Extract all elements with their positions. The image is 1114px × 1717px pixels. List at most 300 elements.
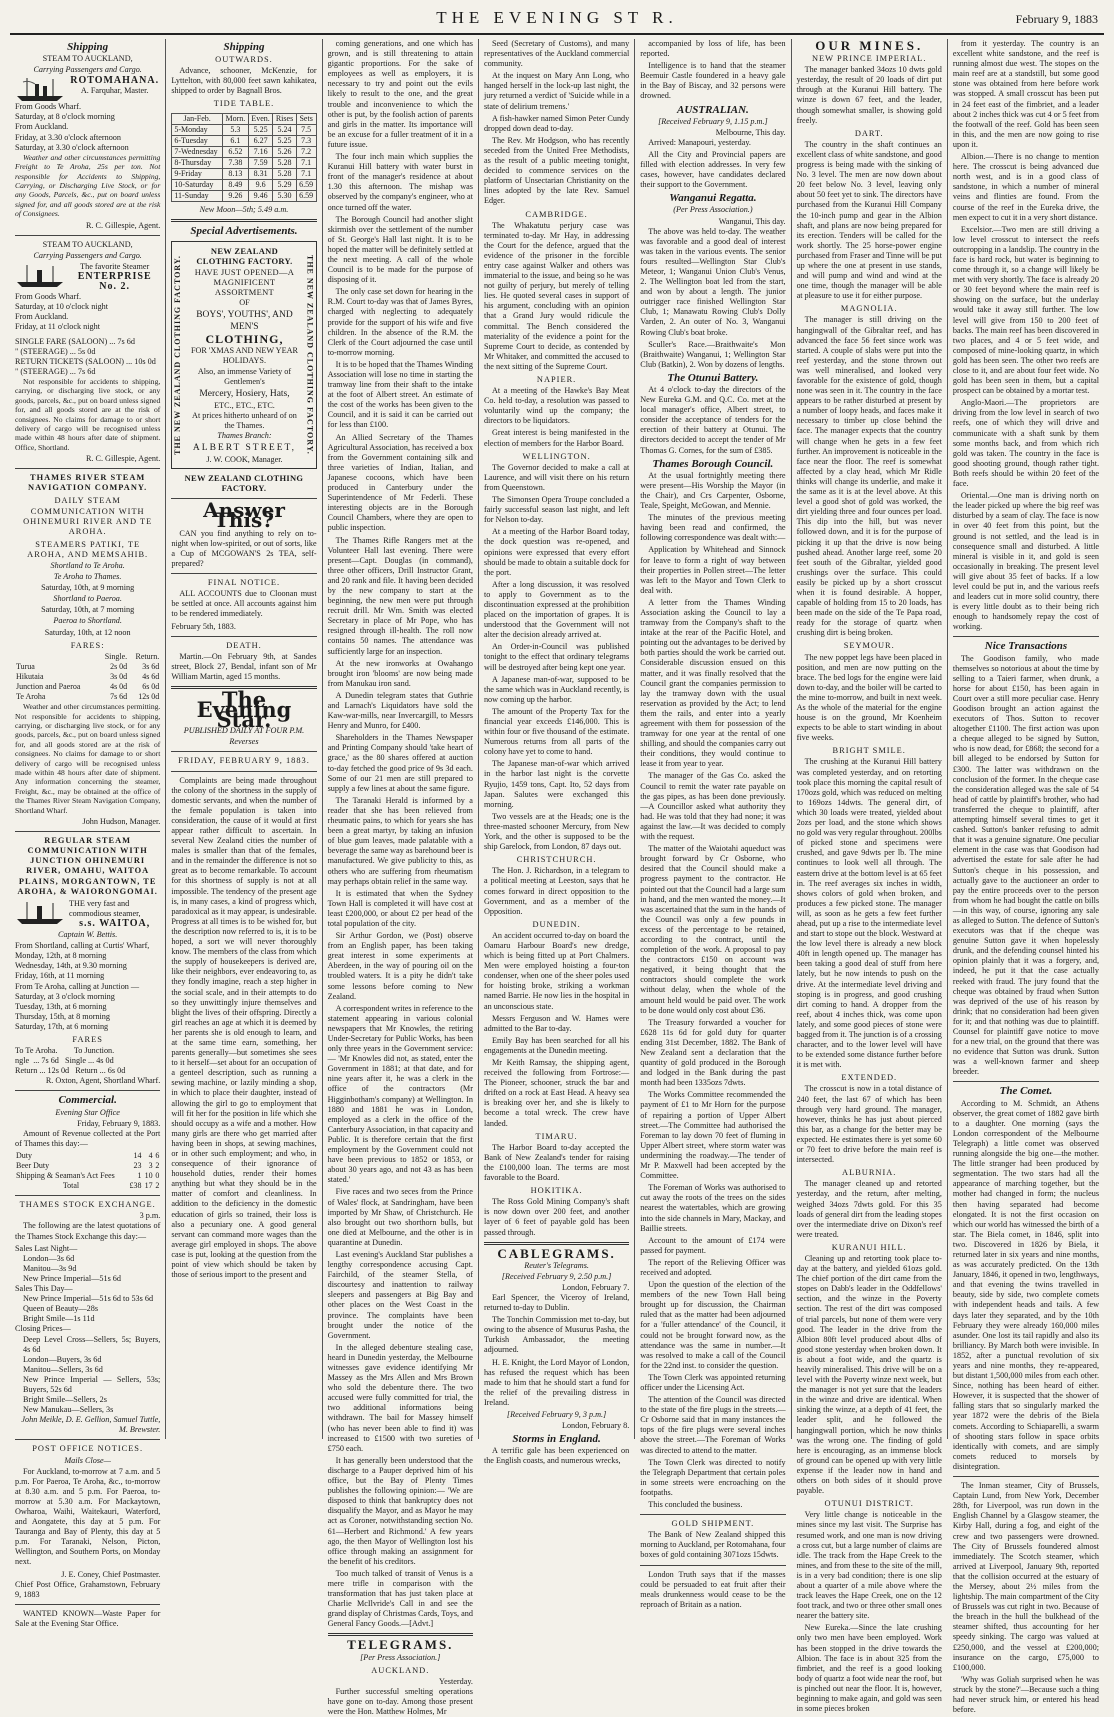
ad-line: Saturday, at 8 o'clock morning bbox=[15, 112, 115, 122]
ship-name: s.s. WAITOA, bbox=[79, 917, 151, 929]
article-paragraph: Too much talked of transit of Venus is a mere trifle in comparison with the transformation that has just taken place at Charlie McIlvride's Call in and see the grand display of Christmas Cards, Toys, and General Fancy Goods.—[Advt.] bbox=[327, 1568, 473, 1629]
schedule-line: Shortland to Paeroa. bbox=[53, 594, 122, 604]
ad-line: Saturday, at 3.30 o'clock afternoon bbox=[15, 142, 129, 152]
final-notice-text: ALL ACCOUNTS due to Cloonan must be settled at once. All accounts against him to be rendered immediately. bbox=[171, 589, 317, 619]
ad-line: From Auckland. bbox=[15, 122, 69, 132]
ad-note: Weather and other circumstances permitting Freight to Te Aroha, 25s per ton. Not responsible for Accidents to Shipping, Carrying, or Discharging Live Stock, or for any Goods, Parcels, &c., put on board unless signed for, and all goods stored are at the risk of Consignees. bbox=[15, 152, 161, 219]
editorial-text: Complaints are being made throughout the colony of the shortness in the supply of domestic servants, and when the number of the female population is taken into consideration, the cause of it would at first appear rather difficult to ascertain. In several New Zealand cities the number of males is smaller than that of the females, and in the remainder the difference is not so great as to become remarkable. To account for this shortness of supply is not at all impossible. The tendency of the present age is, in many cases, a kind of progress which, paradoxical as it may appear, is undesirable. Progress at all times is to be wished for, but the description now referred to is, it is to be hoped, a sort we will never thoroughly know. The members of the class from which the supply of housekeepers is derived are, like their neighbors, ever endeavoring to, as they fondly imagine, reach a step higher in the social scale, and in their attempts to do so they unwittingly injure themselves and blight the lives of their offspring. Directly a girl reaches an age at which it is deemed by her parents she is old enough to learn, and at the same time earn, something, her parents generally—but sometimes she sees to it herself—set about for an occupation of a genteel description, such as running a sewing machine, or lazily minding a shop, in which to place their daughter, instead of allowing the girl to go to employment that will fit her for the position in life which she should occupy as a wife and a mother. How many girls are there who get married after having been in shops, at sewing machines, or in other such employment; and who, in consequence of their ignorance of household duties, render their homes anything but what they should be in the matter of comfort and cleanliness. In addition to the deficiency in the domestic education of girls so trained, their loss is also a pecuniary one. A good general servant can command more wages than the average girl employed in shops. The above case is put, looking at the question from the point of view which should be taken by those of serious import to the present and bbox=[171, 775, 317, 1280]
tide-table bbox=[171, 113, 316, 203]
table-row: Junction and Paeroa 4s 0d 6s 0d bbox=[16, 682, 160, 692]
masthead bbox=[10, 6, 1104, 35]
published-line: PUBLISHED DAILY AT FOUR P.M. bbox=[183, 726, 305, 736]
ad-border-text: THE NEW ZEALAND CLOTHING FACTORY. bbox=[173, 255, 183, 455]
article-paragraph: The above was held to-day. The weather was favorable and a good deal of interest was taken in the various events. The senior fours resulted—Wellington Star Club's Meteor, 1; Wanganui Union Club's Venus, 2. The Wellington boat led from the start, and won by about a length. The junior outrigger race finished Wellington Star Club, 1; Manawatu Rowing Club's Dolly Varden, 2. An outer of No. 3, Wanganui Rowing Club's boat broke. bbox=[640, 226, 786, 337]
article-paragraph: At the inquest on Mary Ann Long, who hanged herself in the lock-up last night, the jury returned a verdict of 'Suicide while in a state of delirium tremens.' bbox=[483, 71, 630, 111]
steamship-icon bbox=[15, 899, 65, 925]
mine-heading: KURANUI HILL. bbox=[831, 1242, 907, 1252]
article-paragraph: Mr Keith Ramsay, the shipping agent, received the following from Fortrose:— The Pioneer, schooner, struck the bar and drifted on a rock at East Head. A heavy sea is breaking over her, and she is likely to become a total wreck. The crew have landed. bbox=[483, 1058, 630, 1128]
article-paragraph: The Goodison family, who made themselves so notorious at about the time by selling to a Taieri farmer, when drunk, a horse for about £150, has been again in Court over a still more peculiar case. Henry Goodison brought an action against the executors of Thos. Sutton to recover altogether £1100. The first action was upon a cheque alleged to be signed by Sutton, who is now dead, for £868; the second for a bill alleged to be endorsed by Sutton for £300. The latter was withdrawn on the conclusion of the former. In the cheque case the consideration alleged was the sale of 54 head of cattle by plaintiff's brother, who had transferred the cheque to plaintiff, after attempting himself several times to get it cashed. Sutton's banker refusing to admit that it was a genuine signature. One peculiar element in the case was that Goodison had advertised the estate for sale after he had Sutton's cheque in his possession, and actually gave to the auctioneer an order to pay the entire proceeds over to the person from whom he had bought the cattle on bills—in this way, of course, ignoring any sale as alleged to Sutton. The defence of Sutton's executors was that if the cheque was genuine Sutton gave it when hopelessly drunk, and the defending counsel hinted his opinion plainly that it was a forgery, and, indeed, he put it that the case actually reeked with fraud. The jury found that the cheque was obtained by fraud when Sutton was deprived of the use of his reason by drink; that no consideration had been given for it; and that nothing was due to plaintiff. Counsel for plaintiff gave notice to move for a new trial, on the ground that there was no evidence that Sutton was drunk. Sutton was a well-known farmer and sheep breeder. bbox=[952, 653, 1100, 1077]
final-notice-date: February 5th, 1883. bbox=[171, 621, 236, 631]
fares-heading: FARES bbox=[72, 1034, 103, 1044]
schedule-line: Saturday, 10th, at 9 morning bbox=[41, 583, 135, 593]
ad-line: Also, an immense Variety of Gentlemen's bbox=[197, 366, 292, 386]
article-paragraph: Anglo-Maori.—The proprietors are driving from the low level in search of two reefs, one of which they will drive and communicate with a shaft sunk by them some months back, and from which rich gold was taken. The country in the face is good shooting ground, though rather tight. Both reefs should be within 20 feet of the face. bbox=[952, 398, 1100, 489]
article-paragraph: It has generally been understood that the discharge to a Pauper deprived him of his office, but the Bay of Plenty Times publishes the following opinion:— 'We are disposed to think that bankruptcy does not disqualify the Mayor, and as Mayor he may act as Coroner, notwithstanding section No. 61—Herbert and Richmond.' A few years ago, the then Mayor of Wellington lost his office through making an assignment for the benefit of his creditors. bbox=[327, 1455, 473, 1566]
shipping-ad-rotomahana bbox=[15, 54, 160, 231]
shipping-ad-enterprise bbox=[15, 240, 160, 333]
article-paragraph: An Allied Secretary of the Thames Agricultural Association, has received a box from the Government containing silk and three varieties of Indian, Italian, and Japanese cocoons, which have been produced in Canterbury under the Superintendence of Mr Federli. These interesting objects are in the Borough Council Chambers, where they are open to public inspection. bbox=[327, 432, 473, 533]
ad-line: ALBERT STREET, bbox=[192, 443, 296, 454]
article-paragraph: Oriental.—One man is driving north on the leader picked up where the big reef was disturbed by a seam of clay. The face is now in over 40 feet from this point, but the ground is not settled, and the lead is in consequence small and disturbed. A little mineral is visible in it, and gold is seen occasionally in breaking. The present level will give about 35 feet of backs. If a low level could be put in, and the various reefs and leaders cut in more solid country, there is every little doubt as to their being rich enough to handsomely repay the cost of working. bbox=[952, 491, 1100, 632]
nice-transactions-heading: Nice Transactions bbox=[984, 640, 1068, 653]
article-paragraph: H. E. Knight, the Lord Mayor of London, has refused the request which has been made to him that he should start a fund for the relief of the prevailing distress in Ireland. bbox=[483, 1357, 630, 1407]
schedule-line: Shortland to Te Aroha. bbox=[50, 561, 125, 570]
schedule-line: Paeroa to Shortland. bbox=[53, 616, 122, 626]
ship-master: A. Farquhar, Master. bbox=[80, 86, 149, 96]
divider bbox=[15, 1439, 160, 1440]
article-paragraph: The country in the shaft continues an excellent class of white sandstone, and good progress is being made with the sinking of No. 3 level. The men are now down about 20 feet below No. 3 level, leaving only about 50 feet yet to sink. The directors have purchased from the Kuranui Hill Company the 10-inch pump and gear in the Albion shaft, and plans are now being prepared for its erection. Tenders will be called for the work shortly. The 25 horse-power engine purchased from Fraser and Tinne will be put up where the one at present in use stands, and will pump and wind and wind at the one time, though the manager will be able at pleasure to use it for either purpose. bbox=[796, 139, 942, 301]
steamship-icon bbox=[15, 76, 65, 102]
article-paragraph: An Order-in-Council was published tonight to the effect that ordinary telegrams will be destroyed after being kept one year. bbox=[483, 642, 630, 672]
divider bbox=[171, 573, 316, 574]
mine-heading: SEYMOUR. bbox=[843, 641, 895, 651]
article-paragraph: Application by Whitehead and Sinnock for leave to form a right of way between their properties in Pollen street—The letter was left to the Mayor and Town Clerk to deal with. bbox=[640, 545, 786, 595]
article-paragraph: The crosscut is now in a total distance of 240 feet, the last 67 of which has been through very hard ground. The manager, however, thinks he has just about pierced this bar, as a change for the better may be expected. He estimates there is yet some 60 or 70 feet to drive before the main reef is intersected. bbox=[796, 1084, 942, 1165]
date-line: Friday, February 9, 1883. bbox=[77, 1118, 161, 1128]
stock-line: Bright Smile—Sellers, 2s bbox=[23, 1395, 107, 1405]
motto-line: Reverses bbox=[229, 737, 259, 747]
final-notice-heading: FINAL NOTICE. bbox=[207, 578, 281, 588]
article-paragraph: The report of the Relieving Officer was received and adopted. bbox=[640, 1257, 786, 1277]
ad-head: STEAM TO AUCKLAND, bbox=[42, 239, 133, 249]
article-paragraph: London Truth says that if the masses could be persuaded to eat fruit after their meals drunkenness would cease to be the reproach of Britain as a nation. bbox=[640, 1569, 786, 1609]
dateline-dunedin: DUNEDIN. bbox=[532, 919, 581, 929]
article-paragraph: The crushing at the Kuranui Hill battery was completed yesterday, and on retorting took place this morning the capital result of 170ozs gold, which was reduced on melting to 169ozs 14dwts. The general dirt, of which 30 loads were treated, yielded about 2ozs per load, and the stone which shows no gold was very regular throughout. 200lbs of picked stone and specimens were crushed, and gave 9dwts per lb. The mine continues to look well all through. The eastern drive at the bottom level is at 65 feet in. The reef averages six inches in width, shows colors of gold when broken, and produces a few picked stone. The manager will, as soon as he gets a few feet further ahead, put up a rise to the intermediate level and start to stope out the block. Westward at the low level there is already a new block 40ft in length opened up. The manager has been taking a good deal of stuff from here lately, but he now intends to push on the drive. At the intermediate level driving and stoping is in progress, and good crushing dirt coming to hand. A dropper from the reef, about 4 inches thick, was come upon lately, and some good pieces of stone were bagged from it. The junction is of a crossing character, and to the lower level will have to be extended some distance further before it is met with. bbox=[796, 757, 942, 1070]
divider bbox=[15, 235, 160, 236]
fare-line: ngle ... 7s 6d Single ... 4s 0d bbox=[15, 1056, 114, 1066]
death-heading: DEATH. bbox=[226, 640, 262, 650]
mine-heading: EXTENDED. bbox=[841, 1073, 898, 1083]
ship-master: The favorite Steamer bbox=[80, 261, 150, 271]
received-line: [Received February 9, 3 p.m.] bbox=[506, 1410, 607, 1419]
article-paragraph: At a meeting of the Harbor Board today, the dock question was re-opened, and opinions were expressed that every effort should be made to obtain a suitable dock for the port. bbox=[483, 527, 630, 577]
article-paragraph: Excelsior.—Two men are still driving a low level crosscut to intersect the reefs outcropping in a landslip. The country in the face is hard rock, but water is beginning to come through it, so a change will likely be met with very shortly. The face is already 20 or 30 feet beyond where the main reef is showing on the surface, but the underlay would take it away still further. The low level will give from 150 to 200 feet of backs. The main reef has been discovered in two places, and 4 or 5 feet wide, and composed of mine-looking quartz, in which gold has been seen. The other two reefs are close to it, and are about four feet wide. No gold has been seen in them, but a capital prospect can be obtained by a mortar test. bbox=[952, 224, 1100, 396]
otunui-battery-heading: The Otunui Battery. bbox=[667, 371, 759, 384]
daily-steam-heading: DAILY STEAM COMMUNICATION WITH OHINEMURI RIVER AND TE AROHA. bbox=[23, 496, 153, 536]
article-paragraph: Two vessels are at the Heads; one is the three-masted schooner Mercury, from New York, and the other is supposed to be the ship Garelock, from London, 87 days out. bbox=[483, 811, 630, 852]
ad-body bbox=[188, 246, 300, 466]
table-row: 6-Tuesday 6.1 6.27 5.25 7.3 bbox=[172, 135, 316, 146]
ad-line: At prices hitherto unheard of on the Thames. bbox=[192, 410, 297, 430]
storms-heading: Storms in England. bbox=[512, 1433, 601, 1446]
wanganui-regatta-heading: Wanganui Regatta. bbox=[669, 192, 757, 205]
divider bbox=[953, 636, 1099, 637]
article-paragraph: The manager of the Gas Co. asked the Council to remit the water rate payable on the gas pipes, as has been done previously.—A Councillor asked what authority they had. He was told that they had none; it was against the law.—It was decided to comply with the request. bbox=[640, 771, 786, 842]
dateline-cambridge: CAMBRIDGE. bbox=[525, 209, 588, 219]
shipping-note: Not responsible for accidents to shipping, carrying, or discharging live stock, or any goods, parcels, &c., put on board unless signed for, and all goods stored are at the risk of consignees. No claims for damage to or short delivery of cargo will be recognised unless made within 48 hours after date of shipment. Office, Shortland. bbox=[15, 376, 161, 452]
column-7 bbox=[948, 39, 1104, 1715]
article-paragraph: Messrs Ferguson and W. Hames were admitted to the Bar to-day. bbox=[483, 1013, 630, 1033]
article-paragraph: Sculler's Race.—Braithwaite's Mon (Braithwaite) Wanganui, 1; Wellington Star Club (Batkin), 2. Won by dozens of lengths. bbox=[640, 339, 786, 369]
article-paragraph: It is to be hoped that the Thames Winding Association will lose no time in starting the tramway line from their shaft to the intake at the foot of Albert street. An estimate of the cost of the works has been given to the Council, and it is said it can be carried out for less than £100. bbox=[327, 359, 473, 430]
article-paragraph: The Hon. J. Richardson, in a telegram to a political meeting at Leeston, says that he comes forward in direct opposition to the Government, and as a member of the Opposition. bbox=[483, 866, 630, 916]
article-paragraph: The Governor decided to make a call at Laurence, and will visit there on his return from Queenstown. bbox=[483, 462, 630, 492]
table-row: Jan-Feb. Morn. Even. Rises Sets bbox=[172, 113, 316, 124]
article-paragraph: The Foreman of Works was authorised to cut away the roots of the trees on the sides nearest the watertables, which are growing into the side channels in Mary, Mackay, and Baillie streets. bbox=[640, 1183, 786, 1233]
issue-date: FRIDAY, FEBRUARY 9, 1883. bbox=[178, 756, 310, 766]
article-paragraph: Last evening's Auckland Star publishes a lengthy correspondence accusing Capt. Fairchild, of the steamer Stella, of discourtesy and inattention to railway sleepers and passengers at Big Bay and other places on the West Coast in the province. The complaints have been brought under the notice of the Government. bbox=[327, 1249, 473, 1340]
section-heading-shipping: Shipping bbox=[223, 41, 265, 53]
divider bbox=[640, 1565, 785, 1566]
stock-intro: The following are the latest quotations of the Thames Stock Exchange this day:— bbox=[15, 1221, 161, 1241]
section-heading-special: Special Advertisements. bbox=[190, 225, 298, 238]
article-paragraph: A Dunedin telegram states that Guthrie and Larnach's Liquidators have sold the Kaw-war-mills, near Invercargill, to Messrs Henry and Munro, for £400. bbox=[327, 690, 473, 731]
column-4 bbox=[479, 39, 635, 1466]
received-line: [Received February 9, 1.15 p.m.] bbox=[658, 116, 768, 126]
divider bbox=[15, 1604, 160, 1605]
post-date: Chief Post Office, Grahamstown, February 9, 1883 bbox=[15, 1579, 161, 1599]
mine-heading: OTUNUI DISTRICT. bbox=[824, 1499, 914, 1509]
ad-line: From Goods Wharf. bbox=[15, 292, 82, 302]
dateline-napier: NAPIER. bbox=[536, 375, 577, 384]
cablegrams-heading: CABLEGRAMS. bbox=[497, 1245, 616, 1261]
article-paragraph: Cleaning up and retorting took place to-day at the battery, and yielded 61ozs gold. The chief portion of the dirt came from the stopes on Dabb's leader in the Oddfellows' section, and the winze in the Poverty section. The rest of the dirt was composed of trial parcels, but none of them were very good. The leader in the drive from the Albion 80ft level produced about 4lbs of good stone yesterday when broken down. It is about a foot wide, and the quartz is heavily mineralised. This drive will be on a level with the Poverty winze next week, but the manager is not yet sure that the leaders in the winze and drive are identical. When sinking the winze, at a depth of 41 feet, the leader split, and he followed the hangingwall portion, which he now thinks was the wrong one. The finding of gold here is encouraging, as an immense block of ground can be opened up with very little expense if the leader now in hand and others on both sides of it should prove payable. bbox=[796, 1253, 942, 1496]
ad-line: ETC., ETC., ETC. bbox=[214, 400, 275, 410]
article-paragraph: Further successful smelting operations have gone on to-day. Among those present were the Hon. Matthew Holmes, Mr bbox=[327, 1686, 473, 1716]
office-line: Evening Star Office bbox=[55, 1107, 120, 1117]
table-row: 7-Wednesday 6.52 7.16 5.26 7.2 bbox=[172, 146, 316, 157]
ad-line: MEN'S bbox=[230, 322, 259, 333]
article-paragraph: from it yesterday. The country is an excellent white sandstone, and the reef is running almost due west. The stopes on the main reef are at a standstill, but some good stone was obtained from here before work was stopped. A small crosscut has been put in 24 feet east of the fimbriet, and a leader about 2 inches thick was cut 4 or 5 feet from the footwall of the reef. Gold has been seen in this, and the men are now going to rise upon it. bbox=[952, 39, 1100, 149]
ad-footer: NEW ZEALAND CLOTHING FACTORY. bbox=[184, 473, 304, 494]
shipping-ad-waitoa bbox=[15, 899, 160, 1087]
article-paragraph: Albion.—There is no change to mention here. The crosscut is being advanced due north west, and is in a good class of sandstone, in which a number of mineral veins and flinties are found. From the course of the reef in the Eureka drive, the men expect to cut it in a very short distance. bbox=[952, 152, 1100, 222]
article-paragraph: The new poppet legs have been placed in position, and men are now putting on the brace. The bed logs for the engine were laid down to-day, and the boiler will be carted to the mine to-morrow, and built in next week. As the whole of the material for the engine house is on the ground, Mr Koenheim expects to be able to start winding in about five weeks. bbox=[796, 652, 942, 743]
comet-heading: The Comet. bbox=[999, 1085, 1053, 1098]
table-row: Duty 14 4 6 bbox=[16, 1150, 160, 1160]
article-paragraph: Upon the question of the election of the members of the new Town Hall being brought up for discussion, the Chairman ruled that as the matter had been adjourned for a 'fuller attendance' of the Council, it could not be brought forward now, as the attendance was the same in number.—It was resolved to make a call of the Council for the 22nd inst. to consider the question. bbox=[640, 1280, 786, 1370]
divider bbox=[15, 1090, 160, 1091]
divider bbox=[171, 771, 316, 772]
tide-table-heading: TIDE TABLE. bbox=[213, 99, 275, 109]
article-paragraph: At a meeting of the Hawke's Bay Meat Co. held to-day, a resolution was passed to voluntarily wind up the company; the directors to be liquidators. bbox=[483, 386, 630, 426]
ad-line: Tuesday, 13th, at 6 morning bbox=[15, 1001, 107, 1011]
article-paragraph: The Town Clerk was appointed returning officer under the Licensing Act. bbox=[640, 1372, 786, 1392]
steamship-icon bbox=[15, 262, 65, 288]
revenue-intro: Amount of Revenue collected at the Port of Thames this day:— bbox=[15, 1128, 161, 1148]
table-row: 11-Sunday 9.26 9.46 5.30 6.59 bbox=[172, 191, 316, 202]
article-paragraph: The Japanese man-of-war which arrived in the harbor last night is the corvette Ryujio, 1459 tons, Capt. Ito, 52 days from Japan. Salutes were exchanged this morning. bbox=[483, 759, 630, 809]
stock-heading: THAMES STOCK EXCHANGE. bbox=[19, 1200, 156, 1210]
article-paragraph: The Tonchin Commission met to-day, but owing to the absence of Musurus Pasha, the Turkish Ambassador, the meeting adjourned. bbox=[483, 1315, 630, 1355]
divider bbox=[328, 1633, 473, 1636]
newspaper-title: The Evening Star. bbox=[196, 686, 292, 733]
table-row: Beer Duty 23 3 2 bbox=[16, 1161, 160, 1170]
ad-line: From Auckland. bbox=[15, 312, 69, 322]
article-paragraph: Great interest is being manifested in the election of members for the Harbor Board. bbox=[483, 428, 630, 448]
article-paragraph: The Ross Gold Mining Company's shaft is now down over 200 feet, and another layer of 6 feet of payable gold has been passed through. bbox=[483, 1197, 630, 1237]
ad-line: FOR 'XMAS AND NEW YEAR HOLIDAYS. bbox=[190, 346, 298, 366]
dateline-london: London, February 7. bbox=[561, 1282, 630, 1292]
article-paragraph: In the alleged debenture stealing case, heard in Dunedin yesterday, the Melbourne witnesses gave evidence identifying Mr Massey as the Mrs Allen and Mrs Brown who sold the debenture there. The two accused were fully committed for trial, the two additional informations being withdrawn. The bail for Massey himself (who has never been able to find it) was increased to £1500 with two sureties of £750 each. bbox=[327, 1342, 473, 1453]
ad-line: Thames Branch: bbox=[217, 431, 272, 441]
answer-this-text: CAN you find anything to rely on to-night when low-spirited, or out of sorts, like a Cup of MCGOWAN'S 2s TEA, self-prepared? bbox=[171, 528, 317, 569]
dateline-london: London, February 8. bbox=[561, 1421, 630, 1431]
article-paragraph: A correspondent writes in reference to the statement appearing in various colonial newspapers that Mr Knowles, the retiring Under-Secretary for Public Works, has been only three years in the Government service: — 'Mr Knowles did not, as stated, enter the Government in 1881; at that date, and for nine years after it, he was a clerk in the office of the contractors (Mr Higginbotham's company) at Wellington. In 1880 and 1881 he was in London, employed as a clerk in the office of the Canterbury Association, in that capacity and Public. It is therefore certain that the first employment by the Government could not have been previous to 1852 or 1853, or about 30 years ago, and not 43 as has been stated.' bbox=[327, 1003, 473, 1185]
article-paragraph: Shareholders in the Thames Newspaper and Printing Company should 'take heart of grace,' as the 80 shares offered at auction to-day fetched the good price of 9s 3d each. Some of our 21 men are still prepared to supply a few lines at about the same figure. bbox=[327, 733, 473, 793]
article-paragraph: The four inch main which supplies the Kuranui Hill battery with water burst in front of the manager's residence at about 1.30 this afternoon. The mishap was observed by the company's engineer, who at once turned off the water. bbox=[327, 152, 473, 212]
article-paragraph: Very little change is noticeable in the mines since my last visit. The Surprise has resumed work, and one man is now driving a cross cut, but a large number of claims are idle. The track from the Hape Creek to the mines, and from these to the site of the mill, is in a very bad condition; there is one slip about a quarter of a mile above where the track leaves the Hape Creek, one on the 12 foot track, and two or three other small ones nearer the battery site. bbox=[796, 1510, 942, 1621]
ad-line: Saturday, 17th, at 6 morning bbox=[15, 1021, 109, 1031]
article-paragraph: Sir Arthur Gordon, we (Post) observe from an English paper, has been taking great interest in some experiments at Aberdeen, in the way of pouring oil on the troubled waters. It is a pity he didn't take some lessons before coming to New Zealand. bbox=[327, 931, 473, 1001]
divider bbox=[171, 219, 316, 222]
article-paragraph: It is estimated that when the Sydney Town Hall is completed it will have cost at least £200,000, or about £2 per head of the total population of the city. bbox=[327, 888, 473, 928]
fare-line: Return ... 12s 0d Return ... 6s 0d bbox=[15, 1066, 126, 1076]
ad-line: HAVE JUST OPENED—A MAGNIFICENT ASSORTMENT bbox=[194, 266, 295, 297]
article-paragraph: A Japanese man-of-war, supposed to be the same which was in Auckland recently, is now coming up the harbor. bbox=[483, 674, 630, 704]
article-paragraph: The Inman steamer, City of Brussels, Captain Lund, from New York, December 28th, for Liverpool, was run down in the English Channel by a Glasgow steamer, the Kirby Hall, during a fog, and eight of the crew and two passengers were drowned. The City of Brussels foundered almost immediately. The Scotch steamer, which arrived at Liverpool, January 9th, reported that the collision occurred at the estuary of the Mersey, about 2½ miles from the lightship. The main compartment of the City of Brussels was cut right in two. Because of the breach in the hull the bulkhead of the steamer shifted, thus accounting for her speedy sinking. The cargo was valued at £250,000, and the vessel at £200,000; insurance on the cargo, £75,000 to £100,000. bbox=[952, 1481, 1100, 1672]
divider bbox=[484, 1242, 629, 1245]
fare-line: RETURN TICKETS (SALOON) ... 10s 0d bbox=[15, 356, 156, 366]
stock-line: New Prince Imperial — Sellers, 53s; Buyers, 52s 6d bbox=[23, 1374, 161, 1394]
ad-line: BOYS', YOUTHS', AND bbox=[196, 310, 293, 321]
press-association: (Per Press Association.) bbox=[673, 205, 753, 215]
stock-line: Sales This Day— bbox=[15, 1284, 73, 1294]
agent-sign: R. Oxton, Agent, Shortland Wharf. bbox=[45, 1076, 161, 1086]
ad-line: Thursday, 15th, at 8 morning bbox=[15, 1011, 110, 1021]
fare-line: SINGLE FARE (SALOON) ... 7s 6d bbox=[15, 336, 135, 346]
ad-intro: THE very fast and commodious steamer, bbox=[69, 898, 141, 918]
article-paragraph: At the usual fortnightly meeting there were present—His Worship the Mayor (in the Chair), and Crs Carpenter, Osborne, Teale, Speight, McGowan, and Mennie. bbox=[640, 470, 786, 511]
ad-line: Wednesday, 14th, at 9.30 morning bbox=[15, 961, 127, 971]
article-paragraph: The Simonsen Opera Troupe concluded a fairly successful season last night, and left for Nelson to-day. bbox=[483, 495, 630, 525]
masthead-date: February 9, 1883 bbox=[1015, 12, 1098, 26]
agent-sign: R. C. Gillespie, Agent. bbox=[85, 454, 161, 464]
received-line: [Received February 9, 2.50 p.m.] bbox=[501, 1271, 612, 1281]
fares-heading: FARES: bbox=[70, 640, 105, 650]
dateline-timaru: TIMARU. bbox=[535, 1131, 578, 1141]
article-paragraph: A fish-hawker named Simon Peter Cundy dropped down dead to-day. bbox=[483, 113, 630, 133]
regular-steam-heading: REGULAR STEAM COMMUNICATION WITH JUNCTION OHINEMURI RIVER, OMAHU, WAITOA PLAINS, MORGANTOWN, TE AROHA, & WAIORONGOMAI. bbox=[17, 836, 158, 896]
table-row: Turua 2s 0d 3s 6d bbox=[16, 661, 160, 671]
our-mines-heading: OUR MINES. bbox=[815, 38, 924, 53]
ad-border-text: THE NEW ZEALAND CLOTHING FACTORY. bbox=[305, 255, 315, 455]
column-1 bbox=[10, 39, 166, 1628]
stock-line: New Manukau—Sellers, 3s bbox=[23, 1405, 114, 1415]
stock-line: London—3s 6d bbox=[23, 1253, 75, 1263]
article-paragraph: The amount of the Property Tax for the financial year exceeds £146,000. This is within four or five thousand of the estimate. Numerous returns from all parts of the colony have yet to come to hand. bbox=[483, 706, 630, 757]
article-paragraph: The manager banked 34ozs 10 dwts gold yesterday, the result of 20 loads of dirt put through at the Kuranui Hill battery. The winze is down 67 feet, and the leader, though somewhat smaller, is showing gold freely. bbox=[796, 65, 942, 125]
article-paragraph: The only case set down for hearing in the R.M. Court to-day was that of James Byres, charged with neglecting to adequately provide for the support of his wife and five children. In the absence of the R.M. the Clerk of the Court adjourned the case until to-morrow morning. bbox=[327, 287, 473, 357]
article-paragraph: At the new ironworks at Owahango brought iron 'blooms' are now being made from Manukau iron sand. bbox=[327, 658, 473, 688]
article-paragraph: The Town Clerk was directed to notify the Telegraph Department that certain poles in some streets were encroaching on the footpaths. bbox=[640, 1457, 786, 1497]
article-paragraph: The Harbor Board to-day accepted the Bank of New Zealand's tender for raising the £100,000 loan. The terms are most favorable to the Board. bbox=[483, 1142, 630, 1183]
dateline-hokitika: HOKITIKA. bbox=[530, 1186, 583, 1196]
borough-council-heading: Thames Borough Council. bbox=[652, 457, 774, 470]
table-row: Te Aroha 7s 6d 12s 0d bbox=[16, 692, 160, 702]
stock-line: Deep Level Cross—Sellers, 5s; Buyers, 4s 6d bbox=[23, 1334, 161, 1354]
article-paragraph: Earl Spencer, the Viceroy of Ireland, returned to-day to Dublin. bbox=[483, 1292, 630, 1313]
schedule-line: Saturday, 10th, at 12 noon bbox=[44, 627, 131, 637]
ad-sub: Carrying Passengers and Cargo. bbox=[33, 65, 142, 75]
death-text: Martin.—On February 9th, at Sandes street, Block 27, Bendal, infant son of Mr William Martin, aged 15 months. bbox=[171, 651, 317, 681]
stock-line: New Prince Imperial—51s 6d bbox=[23, 1273, 121, 1283]
mine-heading: MAGNOLIA. bbox=[840, 304, 898, 314]
stock-line: New Prince Imperial—51s 6d to 53s 6d bbox=[23, 1294, 154, 1304]
article-paragraph: At 4 o'clock to-day the directors of the New Eureka G.M. and Q.C. Co. met at the local manager's office, Albert street, to consider the acceptance of tenders for the erection of their battery at Otunui. The directors decided to accept the tender of Mr Thomas G. Cornes, for the sum of £385. bbox=[640, 385, 786, 455]
mine-heading: ALBURNIA. bbox=[842, 1168, 897, 1178]
post-office-heading: POST OFFICE NOTICES. bbox=[32, 1444, 144, 1454]
mine-heading: DART. bbox=[854, 128, 884, 138]
column-6 bbox=[792, 38, 948, 1714]
outwards-heading: OUTWARDS. bbox=[215, 55, 273, 65]
table-row: Single. Return. bbox=[104, 651, 160, 661]
article-paragraph: The Rev. Mr Hodgson, who has recently seceded from the United Free Methodists, as the result of a public meeting tonight, decided to commence services on the platform of Unsectarian Christianity on the lines adopted by the late Rev. Samuel Edger. bbox=[483, 135, 630, 206]
ad-line: Saturday, at 10 o'clock night bbox=[15, 302, 109, 312]
stock-signatories: John Meikle, D. E. Gellion, Samuel Tuttle, M. Brewster. bbox=[21, 1415, 161, 1435]
divider bbox=[15, 468, 160, 469]
table-row: 10-Saturday 8.49 9.6 5.29 6.59 bbox=[172, 180, 316, 191]
moon-line: New Moon—5th; 5.49 a.m. bbox=[199, 205, 289, 215]
stock-line: Manitou—3s 9d bbox=[23, 1263, 77, 1273]
article-paragraph: accompanied by loss of life, has been reported. bbox=[640, 39, 786, 59]
revenue-table bbox=[15, 1151, 160, 1191]
mine-heading: BRIGHT SMILE. bbox=[832, 746, 906, 756]
ship-captain: Captain W. Bettis. bbox=[58, 930, 118, 940]
article-paragraph: Arrived: Manapouri, yesterday. bbox=[648, 137, 751, 147]
dateline-christchurch: CHRISTCHURCH. bbox=[516, 855, 597, 865]
reuters-line: Reuter's Telegrams. bbox=[524, 1260, 589, 1270]
press-association: [Per Press Association.] bbox=[360, 1652, 441, 1662]
clothing-factory-ad bbox=[171, 241, 316, 470]
australian-heading: AUSTRALIAN. bbox=[676, 103, 749, 116]
gold-shipment-heading: GOLD SHIPMENT. bbox=[671, 1519, 755, 1529]
stock-line: Manitou—Sellers, 3s 6d bbox=[23, 1364, 103, 1374]
schedule-line: Te Aroha to Thames. bbox=[53, 572, 122, 582]
table-row: 5-Monday 5.3 5.25 5.24 7.5 bbox=[172, 124, 316, 135]
dateline-wellington: WELLINGTON. bbox=[522, 451, 591, 461]
columns bbox=[10, 38, 1104, 1716]
divider bbox=[640, 1514, 785, 1515]
post-sub: Mails Close— bbox=[64, 1455, 111, 1465]
article-paragraph: The matter of the Waiotahi aqueduct was brought forward by Cr Osborne, who desired that the Council should make a progress payment to the contractor. He pointed out that the Council had a large sum in hand, and the men wanted the money.—It was ascertained that the sum in the hands of the Council was only a few pounds in excess of the percentage to be retained, according to the contract, until the completion of the work. A proposal to pay the contractors £150 on account was negatived, it being thought that the contractors should complete the work without delay, when the whole of the amount held would be paid over. The work to be done would only cost about £36. bbox=[640, 844, 786, 1015]
article-paragraph: According to M. Schmidt, an Athens observer, the great comet of 1882 gave birth to a daughter. One morning (says the London correspondent of the Melbourne Telegraph) a little comet was observed running alongside the big one—the mother. The little stranger had been produced by segmentation. The two stars had all the appearance of marching together, but the mother had changed in form; the nucleus then having separated had become elongated. It is not the first occasion on which our world has witnessed the birth of a star. The Biela comet, in 1846, split into two. Discovered in 1826 by Biela, it returned later in six years and nine months, as was accurately predicted. On the 13th January, 1846, it opened in two, lengthways, and that evening the twins travelled in beauty, side by side, two complete comets with independent heads and tails. A few days later they separated, and by the 10th February they were already 160,000 miles asunder. One lost its tail rapidly and also its brilliancy. By March both were invisible. In 1852, after a punctual revolution of six years and nine months, they re-appeared, but distant 1,500,000 miles from each other. Since, nothing has been heard of either. However, it is suspected that the shower of falling stars that so singularly marked the year 1872 were the debris of the Biela comets. According to Schiaparelli, a swarm of shooting stars follow in space orbits identically with comets, and are simply comets reduced to morsels by disintegration. bbox=[952, 1098, 1100, 1471]
article-paragraph: 'Why was Goliah surprised when he was struck by the stone?'—Because such a thing had never struck him, or entered his head before. bbox=[952, 1674, 1100, 1715]
section-heading-shipping: Shipping bbox=[67, 41, 109, 53]
article-paragraph: Account to the amount of £174 were passed for payment. bbox=[640, 1235, 786, 1255]
divider bbox=[171, 751, 316, 752]
dateline-wanganui: Wanganui, This day. bbox=[718, 216, 786, 226]
article-paragraph: All the City and Provincial papers are filled with election addresses. In very few cases, however, have candidates declared their support to the Government. bbox=[640, 149, 786, 190]
table-row: 9-Friday 8.13 8.31 5.28 7.1 bbox=[172, 169, 316, 180]
ad-line: From Te Aroha, calling at Junction — Saturday, at 3 o'clock morning bbox=[15, 981, 140, 1001]
shipping-note: Weather and other circumstances permitting. Not responsible for accidents to shipping, carrying, or discharging live stock, or for any goods, parcels, &c., put on board unless signed for, and all goods stored are at the risk of consignees. No claims for damage to or short delivery of cargo will be recognised unless made within 48 hours after date of shipment. Any information concerning the steamer, Freight, &c., may be obtained at the office of the Thames River Steam Navigation Company, Shortland Wharf. bbox=[15, 702, 161, 815]
divider bbox=[15, 1195, 160, 1196]
answer-this-heading: Answer This? bbox=[203, 497, 285, 532]
post-sign: J. E. Coney, Chief Postmaster. bbox=[61, 1569, 161, 1579]
divider bbox=[953, 1081, 1099, 1082]
divider bbox=[15, 831, 160, 832]
article-paragraph: An accident occurred to-day on board the Oamaru Harbour Board's new dredge, which is being fitted up at Port Chalmers. Men were employed hoisting a four-ton condenser, when one of the sheer poles used for hoisting broke, striking a workman named Barrie. He now lies in the hospital in an unconscious state. bbox=[483, 930, 630, 1011]
article-paragraph: Five races and two seces from the Prince of Wales' flock, at Sandringham, have been imported by Mr Shaw, of Christchurch. He also brought out two shorthorn bulls, but one died at Melbourne, and the other is in quarantine at Dunedin. bbox=[327, 1187, 473, 1247]
article-paragraph: The Works Committee recommended the payment of £1 to Mr Horn for the purpose of repairing a portion of Upper Albert street.—The Committee had authorised the Foreman to lay down 70 feet of fluming in Upper Albert street, where storm water was undermining the roadway.—The tender of Mr P. Maxwell had been accepted by the Committee. bbox=[640, 1090, 786, 1181]
article-paragraph: The Whakatutu perjury case was terminated to-day. Mr Hay, in addressing the Court for the defence, argued that the evidence of the prisoner in the forcible entry case against Walker and others was immaterial to the issue, and being so he was not guilty of perjury, but merely of telling lies. He quoted several cases in support of his argument, concluding with an opinion that a Grand Jury would ridicule the committal. The Bench considered the materiality of the evidence a point for the Supreme Court to decide, as contended by Mr Whitaker, and committed the accused to the next sitting of the Supreme Court. bbox=[483, 220, 630, 371]
stock-time: 3 p.m. bbox=[139, 1211, 161, 1221]
ad-line: From Shortland, calling at Curtis' Wharf, Monday, 12th, at 8 morning bbox=[15, 941, 150, 961]
ad-line: CLOTHING, bbox=[205, 332, 284, 347]
stock-line: Closing Prices— bbox=[15, 1324, 71, 1334]
stock-line: Sales Last Night— bbox=[15, 1243, 78, 1253]
ship-name: ENTERPRISE No. 2. bbox=[77, 270, 152, 293]
article-paragraph: The Borough Council had another slight skirmish over the settlement of the number of St. George's Hall last night. It is to be hoped the matter will be definitely settled at the next meeting. A call of the whole Council is to be made for the purpose of disposing of it. bbox=[327, 214, 473, 285]
steamers-heading: STEAMERS PATIKI, TE AROHA, AND MEMSAHIB. bbox=[27, 539, 149, 559]
article-paragraph: The manager cleaned up and retorted yesterday, and the return, after melting, weighed 34ozs 7dwts gold. For this 35 loads of general dirt from the leading stopes over the intermediate drive on Dixon's reef were treated. bbox=[796, 1179, 942, 1239]
ad-line: Mercery, Hosiery, Hats, bbox=[199, 388, 290, 399]
fare-line: " (STEERAGE) ... 5s 0d bbox=[15, 346, 96, 356]
article-paragraph: Emily Bay has been searched for all his engagements at the Dunedin meeting. bbox=[483, 1035, 630, 1055]
article-paragraph: The Thames Rifle Rangers met at the Volunteer Hall last evening. There were present—Capt. Douglas (in command), three other officers, Drill Instructor Grant, and 20 rank and file. It having been decided by the new company to start at the beginning, the new men were put through recruit drill. Mr Wm. Smith was elected Secretary in place of Mr Pope, who has resigned through ill-health. The roll now contains 50 names. The attendance was sufficiently large for an inspection. bbox=[327, 535, 473, 656]
outwards-text: Advance, schooner, McKenzie, for Lyttelton, with 80,000 feet sawn kahikatea, shipped to order by Bagnall Bros. bbox=[171, 66, 317, 96]
column-3 bbox=[323, 39, 479, 1716]
mine-heading: NEW PRINCE IMPERIAL. bbox=[811, 54, 927, 64]
ad-head: STEAM TO AUCKLAND, bbox=[42, 54, 133, 64]
article-paragraph: After a long discussion, it was resolved to apply to Government as to the discontinuation expressed at the prohibition placed on the importation of grapes. It is understood that the Government will not alter the decision already arrived at. bbox=[483, 579, 630, 640]
dateline-auckland: AUCKLAND. bbox=[371, 1665, 430, 1675]
ad-line: J. W. COOK, Manager. bbox=[206, 455, 283, 465]
wanted-known-ad: WANTED KNOWN—Waste Paper for Sale at the Evening Star Office. bbox=[15, 1608, 161, 1628]
table-row: Shipping & Seaman's Act Fees 1 10 0 bbox=[16, 1171, 160, 1181]
article-paragraph: Intelligence is to hand that the steamer Beemuir Castle foundered in a heavy gale in the Bay of Biscay, and 32 persons were drowned. bbox=[640, 61, 786, 101]
section-heading-commercial: Commercial. bbox=[58, 1094, 117, 1107]
ad-agent: R. C. Gillespie, Agent. bbox=[85, 220, 161, 230]
stock-line: Bright Smile—1s 11d bbox=[23, 1314, 95, 1324]
article-paragraph: A terrific gale has been experienced on the English coasts, and numerous wrecks, bbox=[483, 1446, 630, 1466]
manager-sign: John Hudson, Manager. bbox=[82, 817, 161, 827]
fare-line: " (STEERAGE) ... 7s 6d bbox=[15, 366, 96, 376]
article-paragraph: The Taranaki Herald is informed by a reader that she has been relieved from rheumatic pains, to which for years she has been a great martyr, by taking an infusion of blue gum leaves, made palatable with a beverage the same way as barehound beer is manufactured. We give publicity to this, as others who are suffering from rheumatism may perhaps obtain relief in the same way. bbox=[327, 795, 473, 886]
divider bbox=[171, 636, 316, 637]
ad-line: Friday, at 11 o'clock night bbox=[15, 322, 101, 332]
ad-title: NEW ZEALAND CLOTHING FACTORY. bbox=[196, 245, 293, 266]
ad-line: From Goods Wharf. bbox=[15, 102, 82, 112]
ad-line: Friday, at 3.30 o'clock afternoon bbox=[15, 132, 121, 142]
article-paragraph: This concluded the business. bbox=[648, 1500, 743, 1510]
table-row: Hikutaia 3s 0d 4s 6d bbox=[16, 671, 160, 681]
thames-river-heading: THAMES RIVER STEAM NAVIGATION COMPANY. bbox=[28, 473, 148, 493]
fares-table bbox=[15, 652, 160, 702]
schedule-line: Saturday, 10th, at 7 morning bbox=[41, 605, 135, 615]
post-text: For Auckland, to-morrow at 7 a.m. and 5 p.m. For Paeroa, Te Aroha, &c., to-morrow at 8.30 a.m. and 5 p.m. For Paeroa, to-morrow at 5.30 a.m. For Mackaytown, Owharoa, Waihi, Waitekauri, Waterford, and Aongatete, this day at 5 p.m. For Tauranga and Bay of Plenty, this day at 5 p.m. For Taranaki, Nelson, Picton, Wellington, and Southern Ports, on Monday next. bbox=[15, 1466, 161, 1567]
article-paragraph: The minutes of the previous meeting having been read and confirmed, the following correspondence was dealt with:— bbox=[640, 513, 786, 543]
table-row: 8-Thursday 7.38 7.59 5.28 7.1 bbox=[172, 157, 316, 168]
article-paragraph: The manager is still driving on the hangingwall of the Gibraltar reef, and has advanced the face 56 feet since work was started. A couple of slabs were put into the reef yesterday, and the stone thrown out was well mineralised, and looked very favorable for the existence of gold, though none was seen in it. The country in the face appears to be rather disturbed at present by a number of loopy heads, and faces make it necessary to timber up close behind the face. The manager expects that the country will change when he gets in a few feet further. An improvement is noticeable in the face near the floor. The reef is somewhat affected by a clay head, which Mr Ridle thinks will change its underlie, and make it the same as it is at the level above. At this level a good shot of gold was worked, the dirt yielding three and four ounces per load. This dip into the hill, but was never followed down, and it is for the purpose of picking it up that the drive is now being pushed ahead. Another large reef, some 20 feet south of the Gibraltar, yielded good crushings over the surface. This could easily be picked up by a short crosscut when it is found desirable. A hopper, capable of holding from 15 to 20 loads, has been made on the side of the Te Papa road, ready for the storage of quartz when crushing dirt is being broken. bbox=[796, 315, 942, 638]
fare-line: To Te Aroha. To Junction. bbox=[15, 1046, 115, 1056]
article-paragraph: New Eureka.—Since the late crushing only two men have been employed. Work has been stopped in the drive towards the Albion. The face is in about 325 from the fimbriet, and the reef is a good looking body of quartz a foot wide near the roof, but is pinched out near the floor. It is, however, beginning to make again, and gold was seen in some pieces broken bbox=[796, 1623, 942, 1714]
column-2 bbox=[166, 39, 322, 1439]
column-5 bbox=[635, 39, 791, 1609]
dateline-day: Yesterday. bbox=[439, 1676, 473, 1686]
ad-sub: Carrying Passengers and Cargo. bbox=[33, 250, 142, 260]
masthead-title: THE EVENING ST R. bbox=[436, 8, 678, 27]
ad-line: OF bbox=[239, 297, 250, 307]
divider bbox=[953, 1476, 1099, 1477]
telegrams-heading: TELEGRAMS. bbox=[347, 1637, 454, 1653]
article-paragraph: The attention of the Council was directed to the state of the fire plugs in the streets.—Cr Osborne said that in many instances the tops of the fire plugs were several inches above the street.—The Foreman of Works was directed to attend to the matter. bbox=[640, 1395, 786, 1455]
article-paragraph: coming generations, and one which has grown, and is still threatening to attain gigantic proportions. For the sake of employees as well as employers, it is necessary to try and point out the evils likely to result to the one, and the great trouble and inconvenience to which the other is put, by the foolish action of parents and girls in the matter. Its importance will be an excuse for a fuller treatment of it in a future issue. bbox=[327, 39, 473, 149]
ad-line: Friday, 16th, at 11 morning bbox=[15, 971, 105, 981]
stock-line: London—Buyers, 3s 6d bbox=[23, 1354, 102, 1364]
article-paragraph: The Bank of New Zealand shipped this morning to Auckland, per Rotomahana, four boxes of gold containing 3071ozs 15dwts. bbox=[640, 1530, 786, 1560]
